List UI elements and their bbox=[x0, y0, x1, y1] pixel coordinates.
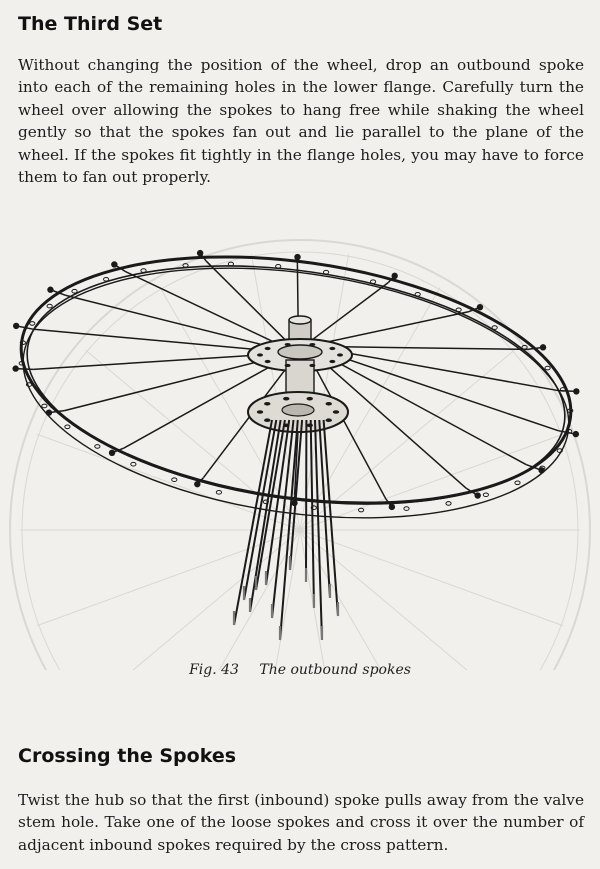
axle-end bbox=[289, 316, 311, 324]
spoke bbox=[309, 282, 389, 342]
lower-flange-center bbox=[282, 404, 314, 416]
section-heading-crossing-spokes: Crossing the Spokes bbox=[18, 745, 237, 767]
figure-number: Fig. 43 bbox=[189, 662, 239, 678]
flange-hole bbox=[257, 410, 263, 414]
rim-hole bbox=[47, 304, 52, 308]
rim-hole bbox=[131, 462, 136, 466]
wheel-illustration bbox=[0, 200, 600, 670]
figure-caption bbox=[0, 662, 600, 678]
flange-hole bbox=[326, 418, 332, 422]
hanging-spoke bbox=[311, 420, 314, 608]
flange-hole bbox=[265, 347, 271, 350]
spoke-head bbox=[474, 492, 480, 498]
rim-hole bbox=[216, 491, 221, 495]
rim-hole bbox=[42, 404, 47, 408]
backdrop-spoke bbox=[300, 434, 563, 530]
crossing-spokes-paragraph: Twist the hub so that the first (inbound) spoke pulls away from the valve stem hole. Take one of the loose spokes and cross it over the number of adjacent inbound spokes required by the cross pattern. bbox=[18, 791, 584, 854]
flange-hole bbox=[329, 347, 335, 350]
spoke-head bbox=[389, 504, 395, 510]
section-heading-third-set: The Third Set bbox=[18, 13, 163, 35]
spoke bbox=[325, 347, 527, 350]
spoke-head bbox=[111, 261, 117, 267]
spoke-head bbox=[540, 344, 546, 350]
flange-hole bbox=[285, 364, 291, 367]
flange-hole bbox=[257, 353, 263, 356]
flange-hole bbox=[309, 364, 315, 367]
spoke-head bbox=[573, 431, 579, 437]
flange-hole bbox=[329, 360, 335, 363]
spoke bbox=[327, 357, 526, 465]
rim-hole bbox=[404, 507, 409, 511]
spoke-head bbox=[109, 450, 115, 456]
rim-hole bbox=[415, 293, 420, 297]
rim-hole bbox=[446, 502, 451, 506]
rim-hole bbox=[359, 508, 364, 512]
backdrop-spoke bbox=[300, 530, 563, 626]
flange-hole bbox=[264, 402, 270, 406]
flange-hole bbox=[326, 402, 332, 406]
rim-hole bbox=[456, 308, 461, 312]
flange-hole bbox=[307, 424, 313, 428]
spoke bbox=[318, 312, 468, 344]
spoke-head bbox=[13, 323, 19, 329]
rim-hole bbox=[72, 289, 77, 293]
rim-hole bbox=[515, 481, 520, 485]
spoke bbox=[321, 359, 467, 488]
spoke-head bbox=[12, 365, 18, 371]
figure-caption-text: The outbound spokes bbox=[259, 662, 411, 678]
spoke-head bbox=[573, 388, 579, 394]
backdrop-spoke bbox=[86, 530, 300, 670]
rim-hole bbox=[370, 280, 375, 284]
flange-hole bbox=[285, 343, 291, 346]
rim-hole bbox=[492, 326, 497, 330]
spoke-head bbox=[47, 287, 53, 293]
rim-hole bbox=[545, 366, 550, 370]
rim-hole bbox=[141, 269, 146, 273]
flange-hole bbox=[265, 360, 271, 363]
third-set-paragraph: Without changing the position of the wheel, drop an outbound spoke into each of the remaining holes in the lower flange. Carefully turn the wheel over allowing the spokes to hang free while shaking the wheel gently so that the spokes fan out and lie parallel to the plane of the wheel. If the spokes fit tightly in the flange holes, you may have to force them to fan out properly. bbox=[18, 56, 584, 187]
rim-hole bbox=[172, 478, 177, 482]
flange-hole bbox=[307, 397, 313, 401]
spoke-head bbox=[197, 250, 203, 256]
rim-hole bbox=[104, 277, 109, 281]
spoke-head bbox=[294, 254, 300, 260]
upper-flange-center bbox=[278, 345, 322, 359]
flange-hole bbox=[337, 353, 343, 356]
spoke-head bbox=[391, 273, 397, 279]
spoke bbox=[206, 261, 288, 343]
rim-hole bbox=[65, 425, 70, 429]
backdrop-spoke bbox=[300, 530, 514, 670]
spoke-head bbox=[477, 304, 483, 310]
spoke bbox=[329, 350, 559, 391]
flange-hole bbox=[283, 397, 289, 401]
spoke bbox=[34, 329, 270, 350]
rim-hole bbox=[483, 493, 488, 497]
rim-hole bbox=[30, 322, 35, 326]
rim-hole bbox=[95, 445, 100, 449]
flange-hole bbox=[264, 418, 270, 422]
flange-hole bbox=[309, 343, 315, 346]
flange-hole bbox=[333, 410, 339, 414]
